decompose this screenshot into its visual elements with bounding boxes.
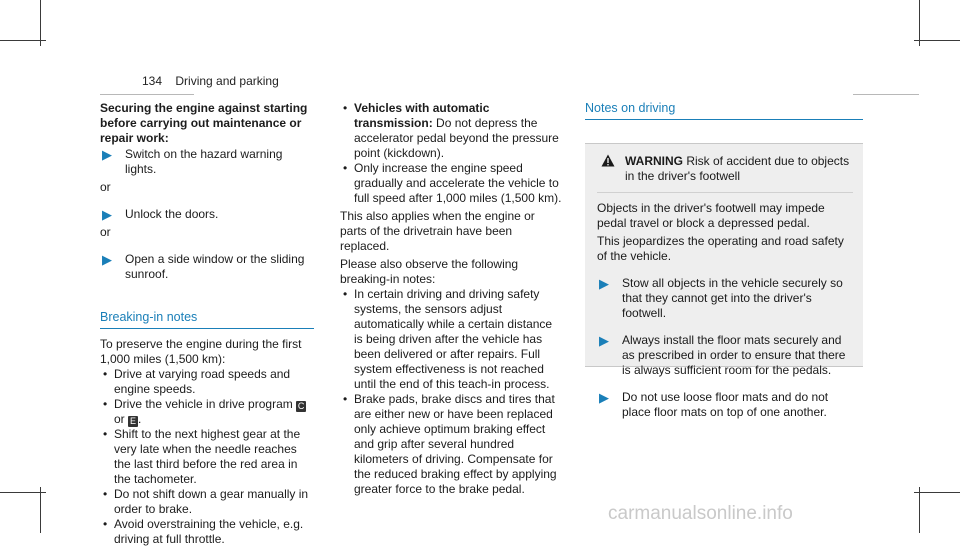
list-item	[100, 517, 314, 547]
running-header	[142, 74, 279, 88]
arrow-icon: ▶	[102, 207, 112, 222]
arrow-icon: ▶	[599, 333, 609, 348]
middle-column	[340, 101, 562, 497]
list-item	[100, 397, 314, 427]
paragraph: Please also observe the following breaking-in notes:	[340, 257, 519, 286]
list-item	[100, 487, 314, 517]
list-item	[340, 287, 562, 392]
or-text: or	[100, 225, 111, 239]
bullet-icon: •	[343, 101, 348, 115]
bullet-text: Do not shift down a gear manually in order to brake.	[114, 487, 309, 516]
crop-mark	[40, 487, 41, 533]
breakin-intro: To preserve the engine during the first 1,000 miles (1,500 km):	[100, 337, 302, 366]
drive-program-c-icon: C	[297, 401, 305, 411]
instruction-step	[597, 333, 853, 378]
right-column-header	[585, 101, 863, 120]
bullet-text: or	[114, 412, 125, 426]
bullet-text: Only increase the engine speed gradually and accelerate the vehicle to full speed after 1,000 miles (1,500 km).	[354, 161, 562, 205]
warning-triangle-icon	[601, 154, 615, 171]
notes-title: Notes on driving	[585, 101, 676, 115]
step-text: Always install the floor mats securely and as prescribed in order to ensure that there is always sufficient room for the pedals.	[622, 333, 846, 377]
paragraph: Objects in the driver's footwell may impede pedal travel or block a depressed pedal.	[597, 201, 825, 230]
crop-mark	[0, 492, 46, 493]
bullet-text: Drive the vehicle in drive program	[114, 397, 293, 411]
bullet-text: Brake pads, brake discs and tires that are either new or have been replaced only achieve optimum braking effect and grip after several hundred kilometers of driving. Compensate for the reduced braking effect by applying greater force to the brake pedal.	[354, 392, 557, 496]
section-rule	[585, 119, 863, 120]
left-column	[100, 101, 314, 547]
bullet-icon: •	[103, 367, 108, 381]
instruction-step	[597, 390, 853, 420]
list-item	[340, 161, 562, 206]
bullet-text: Shift to the next highest gear at the very late when the needle reaches the last third before the red area in the tachometer.	[114, 427, 301, 486]
bullet-icon: •	[343, 287, 348, 301]
bullet-text: Drive at varying road speeds and engine speeds.	[114, 367, 291, 396]
list-item	[100, 427, 314, 487]
breakin-section	[100, 310, 314, 329]
step-text: Stow all objects in the vehicle securely so that they cannot get into the driver's footwell.	[622, 276, 843, 320]
warning-box	[585, 143, 863, 419]
instruction-step	[100, 147, 314, 177]
crop-mark	[0, 40, 46, 41]
crop-mark	[914, 492, 960, 493]
or-text: or	[100, 180, 111, 194]
bullet-bold-text: Vehicles with automatic transmission:	[354, 101, 490, 130]
step-text: Switch on the hazard warning lights.	[125, 147, 283, 176]
list-item	[340, 392, 562, 497]
bullet-icon: •	[103, 397, 108, 411]
instruction-step	[597, 276, 853, 321]
arrow-icon: ▶	[599, 390, 609, 405]
watermark: carmanualsonline.info	[608, 503, 793, 524]
crop-mark	[919, 487, 920, 533]
list-item	[340, 101, 562, 161]
bullet-icon: •	[343, 161, 348, 175]
bullet-icon: •	[103, 517, 108, 531]
section-name: Driving and parking	[175, 74, 279, 88]
section-rule	[100, 328, 314, 329]
bullet-text: In certain driving and driving safety systems, the sensors adjust automatically while a certain distance is being driven after the vehicle has been delivered or after repairs. Full system effectiveness is not reached until the end of this teach-in process.	[354, 287, 553, 391]
instruction-step	[100, 252, 314, 282]
header-rule	[100, 94, 194, 95]
bullet-icon: •	[343, 392, 348, 406]
bullet-icon: •	[103, 427, 108, 441]
securing-heading: Securing the engine against starting before carrying out maintenance or repair work:	[100, 101, 308, 145]
warning-header	[585, 144, 863, 184]
instruction-step	[100, 207, 314, 222]
warning-body	[597, 192, 853, 420]
bullet-text: .	[138, 412, 142, 426]
step-text: Do not use loose floor mats and do not place floor mats on top of one another.	[622, 390, 829, 419]
drive-program-e-icon: E	[130, 416, 137, 426]
bullet-icon: •	[103, 487, 108, 501]
arrow-icon: ▶	[102, 252, 112, 267]
bullet-text: Do not depress the accelerator pedal beyond the pressure point (kickdown).	[354, 116, 559, 160]
arrow-icon: ▶	[599, 276, 609, 291]
step-text: Unlock the doors.	[125, 207, 219, 221]
arrow-icon: ▶	[102, 147, 112, 162]
paragraph: This also applies when the engine or parts of the drivetrain have been replaced.	[340, 209, 535, 253]
breakin-title: Breaking-in notes	[100, 310, 198, 324]
page-number: 134	[142, 74, 163, 88]
step-text: Open a side window or the sliding sunroof.	[125, 252, 305, 281]
bullet-text: Avoid overstraining the vehicle, e.g. driving at full throttle.	[114, 517, 304, 546]
paragraph: This jeopardizes the operating and road safety of the vehicle.	[597, 234, 844, 263]
crop-mark	[914, 40, 960, 41]
list-item	[100, 367, 314, 397]
warning-label: WARNING	[625, 154, 683, 168]
header-rule	[853, 94, 919, 95]
warning-text: Risk of accident due to objects in the driver's footwell	[625, 154, 850, 183]
